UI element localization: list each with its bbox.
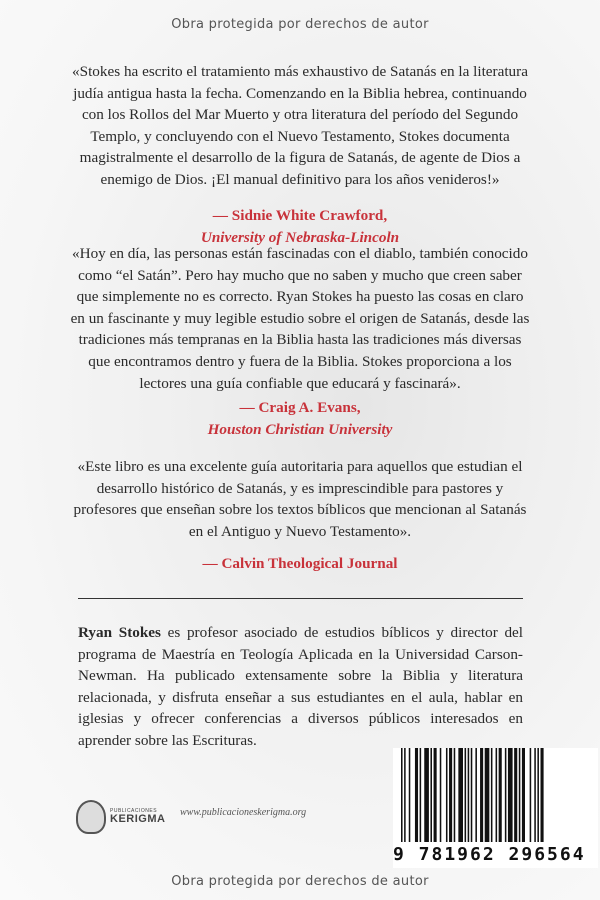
quote-line: «Hoy en día, las personas están fascinadas con el diablo, también conocido (72, 245, 528, 262)
author-bio-text: es profesor asociado de estudios bíblicos y director del programa de Maestría en Teología Aplicada en la Universidad Carson-Newman. Ha publicado extensamente sobre la Biblia y literatura relacionada, y disfruta enseñar a sus estudiantes en el aula, hablar en iglesias y ofrecer conferencias a diversos públicos interesados en aprender sobre las Escrituras. (78, 624, 523, 749)
barcode-bar (446, 748, 448, 842)
barcode-bar (508, 748, 513, 842)
barcode-bar (499, 748, 502, 842)
quote-line: «Stokes ha escrito el tratamiento más exhaustivo de Satanás en la literatura (72, 63, 528, 80)
barcode-bar (449, 748, 452, 842)
author-bio (78, 622, 523, 752)
barcode-bar (480, 748, 483, 842)
barcode-bar (401, 748, 403, 842)
publisher-name: KERIGMA (110, 813, 166, 825)
barcode-bar (541, 748, 544, 842)
endorser-name: — Sidnie White Crawford, (212, 207, 388, 224)
barcode-bar (404, 748, 406, 842)
barcode-bar (458, 748, 463, 842)
copyright-watermark-top: Obra protegida por derechos de autor (171, 17, 429, 32)
barcode-bar (454, 748, 456, 842)
quote-line: desarrollo histórico de Satanás, y es imprescindible para pastores y (96, 479, 504, 497)
copyright-watermark-bottom: Obra protegida por derechos de autor (171, 874, 429, 889)
quote-line: Templo, y concluyendo con el Nuevo Testamento, Stokes documenta (90, 127, 510, 145)
barcode-bar (475, 748, 477, 842)
barcode-bar (519, 748, 521, 842)
barcode-bar (534, 748, 536, 842)
barcode-bar (496, 748, 498, 842)
quote-line: tradiciones más tempranas en la Biblia hasta las tradiciones más diversas (78, 331, 522, 349)
barcode-bar (465, 748, 467, 842)
endorser-name: — Craig A. Evans, (239, 399, 361, 416)
barcode-bar (424, 748, 429, 842)
barcode-bar (440, 748, 442, 842)
barcode-bar (430, 748, 432, 842)
barcode-bar (415, 748, 418, 842)
quote-line: en un fascinante y muy legible estudio sobre el origen de Satanás, desde las (70, 309, 530, 327)
quote-line: que encontramos dentro y fuera de la Biblia. Stokes proporciona a los (88, 352, 512, 370)
quote-line: como “el Satán”. Pero hay mucho que no saben y mucho que creen saber (78, 266, 522, 284)
barcode-bar (485, 748, 490, 842)
quote-line: con los Rollos del Mar Muerto y otra literatura del período del Segundo (81, 106, 519, 124)
barcode-bar (409, 748, 411, 842)
quote-line: que simplemente no es correcto. Ryan Stokes ha puesto las cosas en claro (76, 288, 524, 306)
publisher-seal-icon (76, 800, 106, 834)
publisher-logo (76, 800, 166, 834)
publisher-url: www.publicacioneskerigma.org (180, 807, 307, 818)
barcode-bar (522, 748, 525, 842)
isbn-digits: 9 781962 296564 (393, 844, 586, 865)
quote-line: enemigo de Dios. ¡El manual definitivo para los años venideros!» (100, 170, 500, 188)
barcode-bar (420, 748, 422, 842)
barcode-bars (401, 748, 591, 846)
barcode-bar (434, 748, 437, 842)
quote-line: «Este libro es una excelente guía autoritaria para aquellos que estudian el (77, 458, 523, 475)
quote-line: profesores que enseñan sobre los textos bíblicos que mencionan al Satanás (73, 501, 527, 519)
barcode-bar (505, 748, 507, 842)
quote-line: judía antigua hasta la fecha. Comenzando en la Biblia hebrea, continuando (73, 84, 527, 102)
barcode-bar (468, 748, 470, 842)
barcode-bar (530, 748, 532, 842)
quote-line: en el Antiguo y Nuevo Testamento». (188, 522, 412, 540)
endorser-institution: University of Nebraska-Lincoln (200, 229, 400, 246)
isbn-barcode (393, 748, 598, 868)
quote-line: lectores una guía confiable que educará y fascinará». (139, 374, 461, 392)
barcode-bar (471, 748, 473, 842)
author-name: Ryan Stokes (78, 624, 161, 641)
endorser-name: — Calvin Theological Journal (202, 555, 398, 572)
endorsement-quote-2 (60, 243, 540, 394)
barcode-bar (514, 748, 517, 842)
divider (78, 598, 523, 599)
endorser-institution: Houston Christian University (207, 421, 393, 438)
endorsement-quote-1 (60, 61, 540, 191)
barcode-bar (537, 748, 539, 842)
publisher-label: PUBLICACIONES (110, 808, 158, 814)
barcode-bar (491, 748, 493, 842)
endorsement-attribution-2 (0, 397, 600, 441)
endorsement-quote-3 (60, 456, 540, 542)
endorsement-attribution-3 (0, 553, 600, 575)
quote-line: magistralmente el desarrollo de la figura de Satanás, de agente de Dios a (79, 149, 521, 167)
